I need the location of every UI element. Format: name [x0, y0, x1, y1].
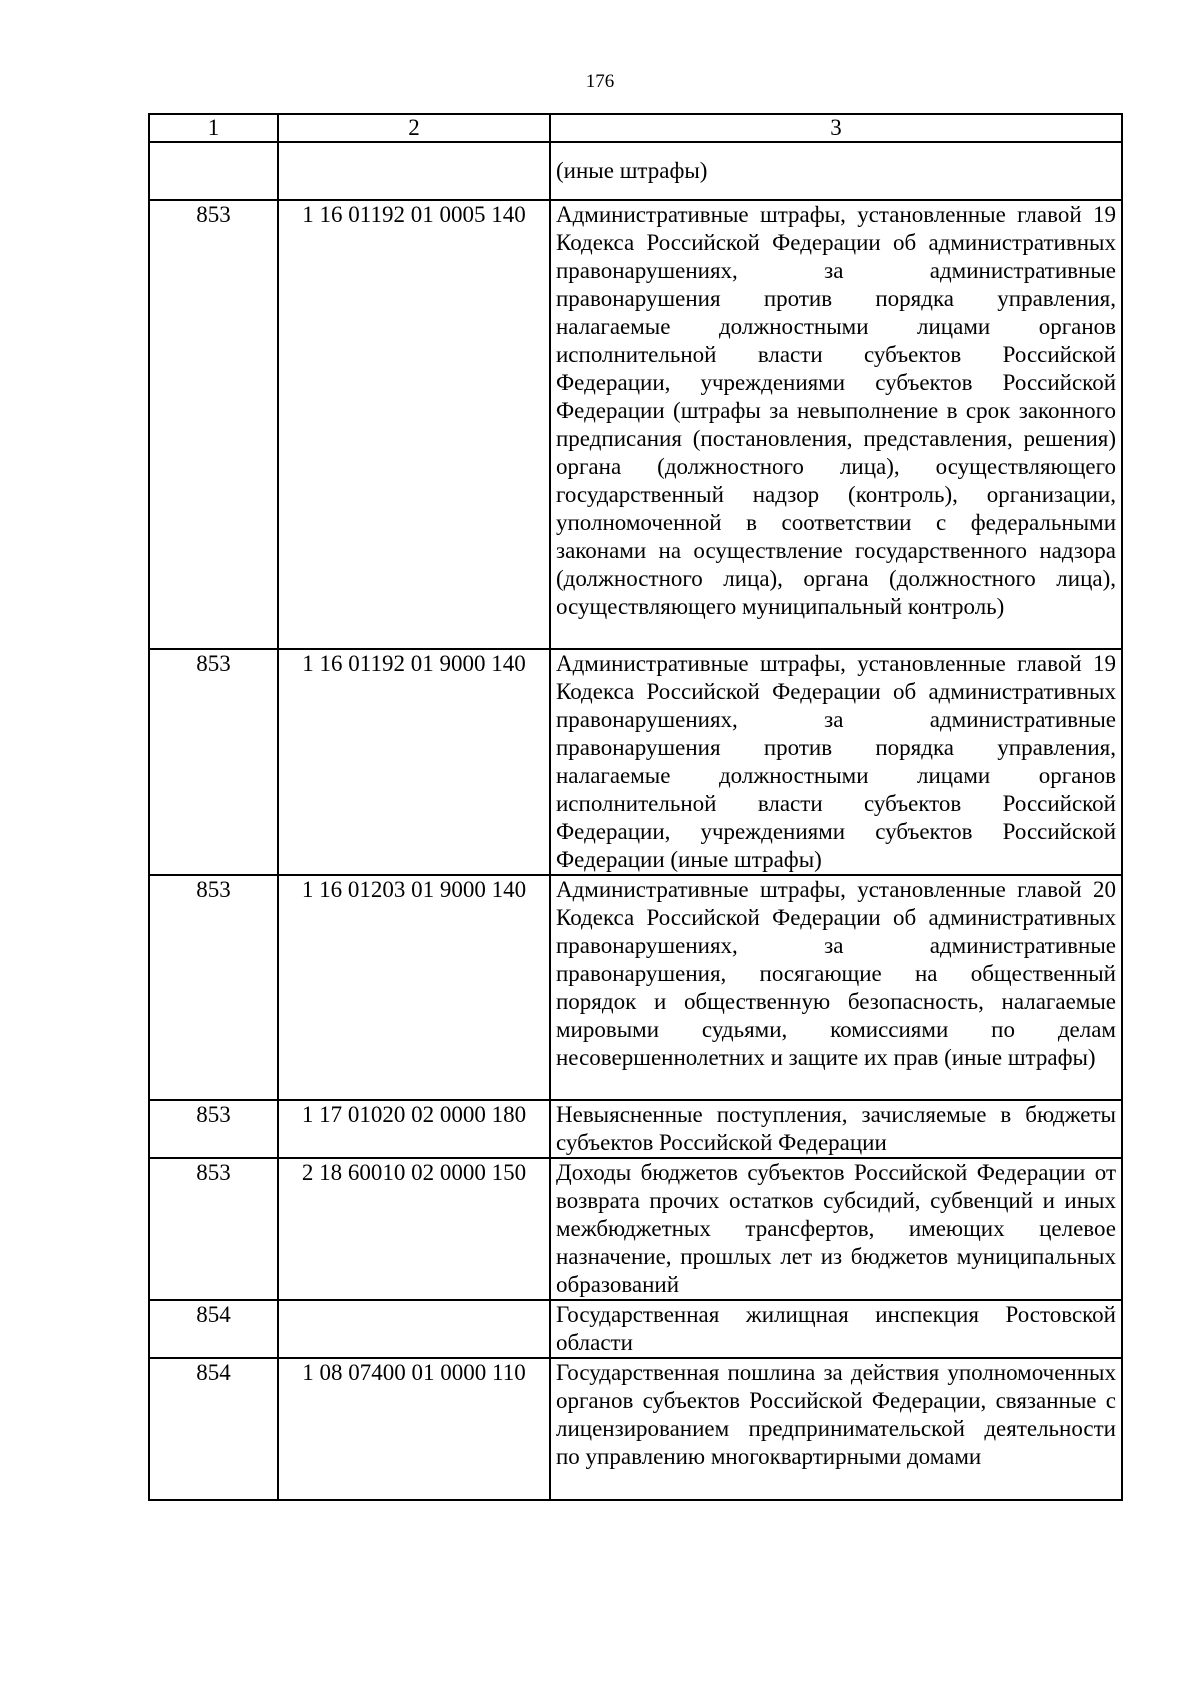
kbk-code-cell: 1 17 01020 02 0000 180 — [278, 1100, 550, 1158]
table-row — [149, 649, 1122, 875]
description-cell: Государственная жилищная инспекция Ростовской области — [550, 1300, 1122, 1358]
admin-code-cell: 853 — [149, 200, 278, 649]
kbk-code-cell: 1 16 01203 01 9000 140 — [278, 875, 550, 1100]
description-cell: Доходы бюджетов субъектов Российской Федерации от возврата прочих остатков субсидий, субвенций и иных межбюджетных трансфертов, имеющих целевое назначение, прошлых лет из бюджетов муниципальных образований — [550, 1158, 1122, 1300]
admin-code-cell: 853 — [149, 1158, 278, 1300]
kbk-code-cell — [278, 142, 550, 200]
table-row — [149, 875, 1122, 1100]
table-row — [149, 1158, 1122, 1300]
header-col-3: 3 — [550, 114, 1122, 142]
page-number: 176 — [585, 71, 615, 92]
kbk-code-cell — [278, 1300, 550, 1358]
header-col-1: 1 — [149, 114, 278, 142]
description-cell: Административные штрафы, установленные главой 20 Кодекса Российской Федерации об административных правонарушениях, за административные правонарушения, посягающие на общественный порядок и общественную безопасность, налагаемые мировыми судьями, комиссиями по делам несовершеннолетних и защите их прав (иные штрафы) — [550, 875, 1122, 1100]
kbk-code-cell: 1 16 01192 01 9000 140 — [278, 649, 550, 875]
table-row — [149, 1358, 1122, 1500]
description-cell: Государственная пошлина за действия уполномоченных органов субъектов Российской Федерации, связанные с лицензированием предпринимательской деятельности по управлению многоквартирными домами — [550, 1358, 1122, 1500]
budget-codes-table — [148, 113, 1123, 1501]
table-row — [149, 1300, 1122, 1358]
admin-code-cell — [149, 142, 278, 200]
kbk-code-cell: 1 08 07400 01 0000 110 — [278, 1358, 550, 1500]
description-cell: Административные штрафы, установленные главой 19 Кодекса Российской Федерации об административных правонарушениях, за административные правонарушения против порядка управления, налагаемые должностными лицами органов исполнительной власти субъектов Российской Федерации, учреждениями субъектов Российской Федерации (иные штрафы) — [550, 649, 1122, 875]
admin-code-cell: 854 — [149, 1358, 278, 1500]
description-cell: Административные штрафы, установленные главой 19 Кодекса Российской Федерации об административных правонарушениях, за административные правонарушения против порядка управления, налагаемые должностными лицами органов исполнительной власти субъектов Российской Федерации, учреждениями субъектов Российской Федерации (штрафы за невыполнение в срок законного предписания (постановления, представления, решения) органа (должностного лица), осуществляющего государственный надзор (контроль), организации, уполномоченной в соответствии с федеральными законами на осуществление государственного надзора (должностного лица), органа (должностного лица), осуществляющего муниципальный контроль) — [550, 200, 1122, 649]
table-row — [149, 1100, 1122, 1158]
admin-code-cell: 854 — [149, 1300, 278, 1358]
table-row — [149, 200, 1122, 649]
admin-code-cell: 853 — [149, 875, 278, 1100]
admin-code-cell: 853 — [149, 1100, 278, 1158]
kbk-code-cell: 2 18 60010 02 0000 150 — [278, 1158, 550, 1300]
table-row — [149, 142, 1122, 200]
description-cell: Невыясненные поступления, зачисляемые в бюджеты субъектов Российской Федерации — [550, 1100, 1122, 1158]
header-col-2: 2 — [278, 114, 550, 142]
description-cell: (иные штрафы) — [550, 142, 1122, 200]
kbk-code-cell: 1 16 01192 01 0005 140 — [278, 200, 550, 649]
table-header-row — [149, 114, 1122, 142]
admin-code-cell: 853 — [149, 649, 278, 875]
